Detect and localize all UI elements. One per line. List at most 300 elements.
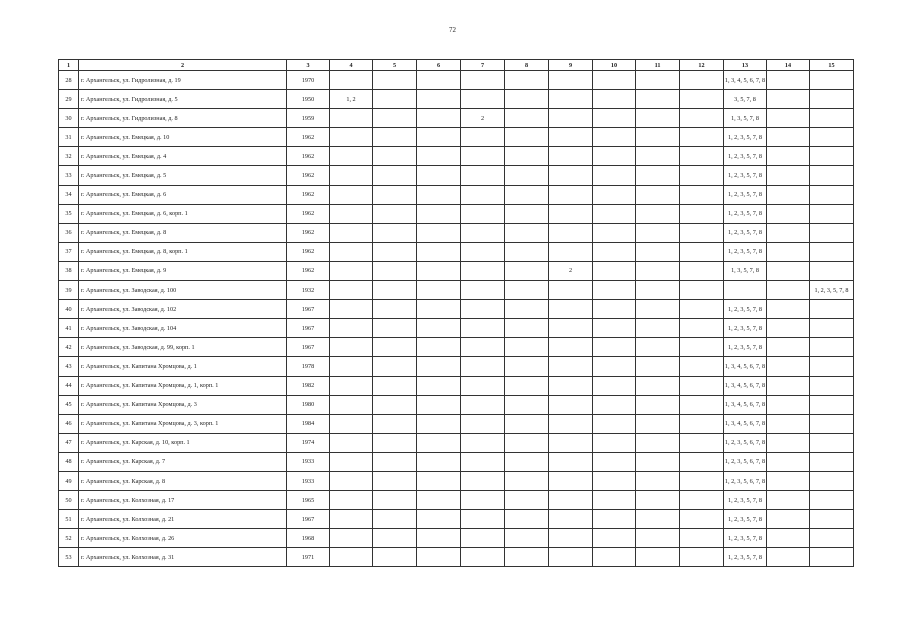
col-11-cell [636,338,680,357]
col-14-cell [767,166,810,185]
col-9-cell [549,185,593,204]
column-header-15: 15 [810,60,854,71]
col-12-cell [680,395,724,414]
col-15-cell [810,90,854,109]
col-8-cell [505,395,549,414]
col-7-cell [461,491,505,510]
col-6-cell [417,281,461,300]
year-cell: 1967 [287,319,330,338]
col-12-cell [680,414,724,433]
table-row [59,261,854,280]
col-13-cell: 1, 2, 3, 5, 7, 8 [724,185,767,204]
row-number-cell: 31 [59,128,79,147]
col-10-cell [593,376,636,395]
col-5-cell [373,510,417,529]
col-5-cell [373,109,417,128]
col-13-cell: 1, 3, 4, 5, 6, 7, 8 [724,71,767,90]
col-8-cell [505,433,549,452]
col-5-cell [373,395,417,414]
col-10-cell [593,548,636,567]
col-15-cell [810,128,854,147]
table-row [59,338,854,357]
col-9-cell [549,242,593,261]
col-13-cell: 1, 2, 3, 5, 7, 8 [724,300,767,319]
col-6-cell [417,471,461,490]
table-row [59,510,854,529]
row-number-cell: 39 [59,281,79,300]
col-14-cell [767,395,810,414]
col-4-cell [330,109,373,128]
col-7-cell [461,128,505,147]
col-9-cell [549,548,593,567]
col-7-cell [461,261,505,280]
col-13-cell: 1, 2, 3, 5, 6, 7, 8 [724,433,767,452]
address-cell: г. Архангельск, ул. Емецкая, д. 6, корп. 1 [79,204,287,223]
col-13-cell [724,281,767,300]
table-header [59,60,854,71]
address-cell: г. Архангельск, ул. Емецкая, д. 4 [79,147,287,166]
row-number-cell: 38 [59,261,79,280]
row-number-cell: 28 [59,71,79,90]
table-body [59,71,854,567]
col-8-cell [505,319,549,338]
col-12-cell [680,357,724,376]
col-4-cell: 1, 2 [330,90,373,109]
row-number-cell: 52 [59,529,79,548]
col-8-cell [505,452,549,471]
header-row [59,60,854,71]
col-7-cell [461,338,505,357]
col-5-cell [373,128,417,147]
col-4-cell [330,185,373,204]
address-cell: г. Архангельск, ул. Колхозная, д. 26 [79,529,287,548]
col-9-cell [549,376,593,395]
row-number-cell: 36 [59,223,79,242]
col-8-cell [505,471,549,490]
col-4-cell [330,242,373,261]
col-6-cell [417,71,461,90]
col-9-cell [549,281,593,300]
column-header-7: 7 [461,60,505,71]
col-11-cell [636,376,680,395]
col-5-cell [373,338,417,357]
col-5-cell [373,529,417,548]
col-13-cell: 1, 2, 3, 5, 7, 8 [724,223,767,242]
col-9-cell [549,166,593,185]
col-15-cell [810,357,854,376]
col-14-cell [767,452,810,471]
col-4-cell [330,128,373,147]
col-11-cell [636,185,680,204]
col-15-cell [810,414,854,433]
col-10-cell [593,147,636,166]
col-12-cell [680,185,724,204]
col-14-cell [767,471,810,490]
year-cell: 1933 [287,471,330,490]
col-9-cell [549,128,593,147]
col-11-cell [636,471,680,490]
table-row [59,471,854,490]
year-cell: 1950 [287,90,330,109]
year-cell: 1974 [287,433,330,452]
table-row [59,242,854,261]
table-row [59,281,854,300]
col-4-cell [330,166,373,185]
col-12-cell [680,338,724,357]
col-11-cell [636,319,680,338]
year-cell: 1962 [287,242,330,261]
col-7-cell [461,90,505,109]
col-7-cell [461,529,505,548]
col-11-cell [636,242,680,261]
col-10-cell [593,242,636,261]
column-header-9: 9 [549,60,593,71]
table-row [59,204,854,223]
row-number-cell: 48 [59,452,79,471]
col-9-cell [549,147,593,166]
table-row [59,185,854,204]
col-9-cell: 2 [549,261,593,280]
col-4-cell [330,452,373,471]
col-9-cell [549,338,593,357]
col-11-cell [636,71,680,90]
row-number-cell: 32 [59,147,79,166]
col-8-cell [505,90,549,109]
table-row [59,319,854,338]
col-8-cell [505,147,549,166]
address-cell: г. Архангельск, ул. Заводская, д. 104 [79,319,287,338]
year-cell: 1962 [287,204,330,223]
col-10-cell [593,261,636,280]
row-number-cell: 43 [59,357,79,376]
col-9-cell [549,395,593,414]
col-9-cell [549,491,593,510]
col-6-cell [417,242,461,261]
col-12-cell [680,223,724,242]
col-11-cell [636,414,680,433]
address-cell: г. Архангельск, ул. Гидролизная, д. 19 [79,71,287,90]
col-10-cell [593,128,636,147]
col-13-cell: 1, 2, 3, 5, 7, 8 [724,319,767,338]
col-14-cell [767,548,810,567]
col-15-cell [810,471,854,490]
col-10-cell [593,471,636,490]
col-7-cell [461,71,505,90]
col-14-cell [767,147,810,166]
col-15-cell [810,242,854,261]
col-14-cell [767,109,810,128]
col-11-cell [636,261,680,280]
year-cell: 1962 [287,261,330,280]
col-7-cell [461,166,505,185]
col-12-cell [680,90,724,109]
col-11-cell [636,529,680,548]
column-header-10: 10 [593,60,636,71]
col-8-cell [505,185,549,204]
col-12-cell [680,128,724,147]
col-6-cell [417,147,461,166]
col-13-cell: 1, 3, 5, 7, 8 [724,109,767,128]
col-5-cell [373,261,417,280]
col-13-cell: 1, 2, 3, 5, 6, 7, 8 [724,452,767,471]
col-9-cell [549,204,593,223]
address-cell: г. Архангельск, ул. Капитана Хромцова, д. 3 [79,395,287,414]
row-number-cell: 41 [59,319,79,338]
col-6-cell [417,166,461,185]
row-number-cell: 40 [59,300,79,319]
table-row [59,109,854,128]
year-cell: 1932 [287,281,330,300]
col-7-cell [461,376,505,395]
col-15-cell [810,223,854,242]
col-15-cell [810,491,854,510]
col-6-cell [417,376,461,395]
col-6-cell [417,338,461,357]
year-cell: 1978 [287,357,330,376]
row-number-cell: 35 [59,204,79,223]
row-number-cell: 37 [59,242,79,261]
year-cell: 1982 [287,376,330,395]
col-11-cell [636,510,680,529]
col-4-cell [330,529,373,548]
col-12-cell [680,376,724,395]
col-4-cell [330,357,373,376]
col-10-cell [593,491,636,510]
table-row [59,166,854,185]
col-9-cell [549,71,593,90]
col-6-cell [417,510,461,529]
col-12-cell [680,433,724,452]
col-13-cell: 1, 3, 4, 5, 6, 7, 8 [724,414,767,433]
col-14-cell [767,376,810,395]
row-number-cell: 44 [59,376,79,395]
col-6-cell [417,90,461,109]
col-11-cell [636,204,680,223]
col-5-cell [373,471,417,490]
address-cell: г. Архангельск, ул. Капитана Хромцова, д. 1 [79,357,287,376]
col-13-cell: 1, 2, 3, 5, 7, 8 [724,529,767,548]
col-6-cell [417,223,461,242]
address-cell: г. Архангельск, ул. Заводская, д. 102 [79,300,287,319]
col-15-cell [810,109,854,128]
col-11-cell [636,433,680,452]
col-6-cell [417,319,461,338]
col-15-cell [810,338,854,357]
col-8-cell [505,204,549,223]
year-cell: 1967 [287,300,330,319]
col-14-cell [767,414,810,433]
col-10-cell [593,319,636,338]
page-number: 72 [449,26,456,34]
col-7-cell [461,395,505,414]
table-row [59,414,854,433]
col-12-cell [680,242,724,261]
col-12-cell [680,204,724,223]
col-5-cell [373,90,417,109]
col-4-cell [330,338,373,357]
col-5-cell [373,357,417,376]
col-8-cell [505,223,549,242]
col-8-cell [505,109,549,128]
col-12-cell [680,319,724,338]
address-cell: г. Архангельск, ул. Карская, д. 7 [79,452,287,471]
col-5-cell [373,185,417,204]
address-cell: г. Архангельск, ул. Карская, д. 10, корп. 1 [79,433,287,452]
address-cell: г. Архангельск, ул. Емецкая, д. 5 [79,166,287,185]
address-cell: г. Архангельск, ул. Колхозная, д. 31 [79,548,287,567]
col-4-cell [330,395,373,414]
address-cell: г. Архангельск, ул. Карская, д. 8 [79,471,287,490]
col-5-cell [373,491,417,510]
col-13-cell: 1, 2, 3, 5, 7, 8 [724,510,767,529]
col-13-cell: 1, 3, 5, 7, 8 [724,261,767,280]
column-header-2: 2 [79,60,287,71]
col-10-cell [593,185,636,204]
col-4-cell [330,204,373,223]
col-14-cell [767,491,810,510]
year-cell: 1967 [287,510,330,529]
col-9-cell [549,223,593,242]
col-5-cell [373,452,417,471]
year-cell: 1962 [287,223,330,242]
col-15-cell [810,395,854,414]
col-14-cell [767,300,810,319]
col-14-cell [767,319,810,338]
col-4-cell [330,376,373,395]
col-8-cell [505,338,549,357]
col-12-cell [680,71,724,90]
col-6-cell [417,109,461,128]
col-12-cell [680,529,724,548]
column-header-3: 3 [287,60,330,71]
col-14-cell [767,71,810,90]
col-6-cell [417,300,461,319]
col-11-cell [636,395,680,414]
col-4-cell [330,71,373,90]
col-15-cell [810,166,854,185]
col-4-cell [330,471,373,490]
col-14-cell [767,433,810,452]
col-8-cell [505,510,549,529]
year-cell: 1962 [287,185,330,204]
year-cell: 1971 [287,548,330,567]
col-8-cell [505,414,549,433]
col-14-cell [767,128,810,147]
col-13-cell: 1, 2, 3, 5, 7, 8 [724,166,767,185]
table-row [59,223,854,242]
col-13-cell: 1, 3, 4, 5, 6, 7, 8 [724,376,767,395]
col-7-cell [461,319,505,338]
address-cell: г. Архангельск, ул. Емецкая, д. 8, корп. 1 [79,242,287,261]
col-15-cell [810,433,854,452]
col-7-cell [461,147,505,166]
col-7-cell [461,548,505,567]
col-5-cell [373,166,417,185]
col-9-cell [549,357,593,376]
col-5-cell [373,548,417,567]
col-7-cell [461,452,505,471]
col-10-cell [593,452,636,471]
col-10-cell [593,510,636,529]
row-number-cell: 45 [59,395,79,414]
col-11-cell [636,300,680,319]
col-15-cell [810,71,854,90]
col-11-cell [636,281,680,300]
col-12-cell [680,281,724,300]
col-7-cell [461,185,505,204]
table-row [59,147,854,166]
col-9-cell [549,90,593,109]
col-6-cell [417,395,461,414]
col-15-cell [810,529,854,548]
row-number-cell: 53 [59,548,79,567]
col-8-cell [505,261,549,280]
col-5-cell [373,281,417,300]
col-12-cell [680,471,724,490]
address-cell: г. Архангельск, ул. Гидролизная, д. 8 [79,109,287,128]
col-5-cell [373,319,417,338]
address-cell: г. Архангельск, ул. Заводская, д. 100 [79,281,287,300]
col-12-cell [680,109,724,128]
col-8-cell [505,529,549,548]
col-15-cell [810,376,854,395]
table-row [59,90,854,109]
col-7-cell [461,300,505,319]
col-14-cell [767,261,810,280]
col-7-cell [461,281,505,300]
col-14-cell [767,204,810,223]
address-cell: г. Архангельск, ул. Колхозная, д. 21 [79,510,287,529]
col-8-cell [505,166,549,185]
col-5-cell [373,376,417,395]
row-number-cell: 33 [59,166,79,185]
year-cell: 1933 [287,452,330,471]
table-row [59,71,854,90]
col-8-cell [505,71,549,90]
col-8-cell [505,491,549,510]
address-cell: г. Архангельск, ул. Емецкая, д. 10 [79,128,287,147]
col-14-cell [767,242,810,261]
row-number-cell: 34 [59,185,79,204]
col-4-cell [330,433,373,452]
col-10-cell [593,414,636,433]
col-15-cell [810,510,854,529]
col-5-cell [373,223,417,242]
year-cell: 1967 [287,338,330,357]
year-cell: 1962 [287,147,330,166]
col-7-cell [461,204,505,223]
col-7-cell [461,414,505,433]
col-4-cell [330,414,373,433]
address-cell: г. Архангельск, ул. Заводская, д. 99, корп. 1 [79,338,287,357]
col-5-cell [373,414,417,433]
col-13-cell: 1, 2, 3, 5, 6, 7, 8 [724,471,767,490]
col-15-cell [810,300,854,319]
col-10-cell [593,529,636,548]
housing-register-table [58,59,854,567]
col-15-cell: 1, 2, 3, 5, 7, 8 [810,281,854,300]
column-header-6: 6 [417,60,461,71]
col-11-cell [636,223,680,242]
col-8-cell [505,242,549,261]
col-11-cell [636,128,680,147]
col-13-cell: 1, 2, 3, 5, 7, 8 [724,242,767,261]
col-12-cell [680,548,724,567]
col-14-cell [767,338,810,357]
address-cell: г. Архангельск, ул. Колхозная, д. 17 [79,491,287,510]
year-cell: 1962 [287,128,330,147]
col-12-cell [680,491,724,510]
